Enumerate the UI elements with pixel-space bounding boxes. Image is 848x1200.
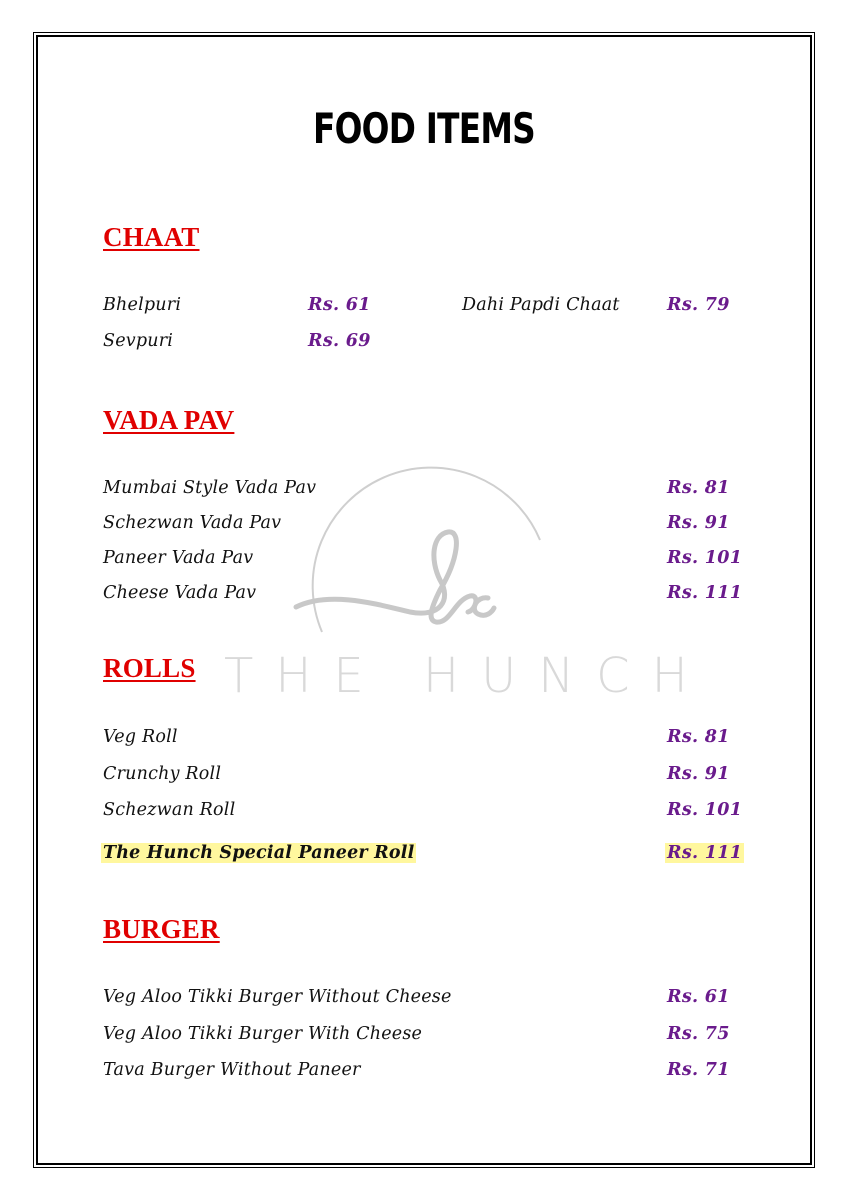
- menu-item-name: Cheese Vada Pav: [103, 583, 257, 603]
- menu-item-price: Rs. 61: [667, 987, 730, 1007]
- menu-item-name: Crunchy Roll: [103, 764, 222, 784]
- menu-item-price: Rs. 91: [667, 513, 730, 533]
- menu-item-name: Veg Roll: [103, 727, 178, 747]
- menu-item-price: Rs. 75: [667, 1024, 730, 1044]
- menu-item-name: Schezwan Roll: [103, 800, 236, 820]
- section-heading-burger: BURGER: [103, 914, 220, 944]
- menu-item-price: Rs. 79: [667, 295, 730, 315]
- menu-item-price: Rs. 69: [308, 331, 371, 351]
- menu-item-price: Rs. 61: [308, 295, 371, 315]
- section-heading-chaat: CHAAT: [103, 222, 200, 252]
- menu-item-name-highlighted: The Hunch Special Paneer Roll: [103, 843, 415, 863]
- menu-item-name: Schezwan Vada Pav: [103, 513, 282, 533]
- menu-item-price: Rs. 71: [667, 1060, 730, 1080]
- watermark-brand-text: THE HUNCH: [224, 648, 710, 704]
- menu-item-price: Rs. 101: [667, 800, 743, 820]
- menu-item-name: Veg Aloo Tikki Burger With Cheese: [103, 1024, 423, 1044]
- section-heading-vada-pav: VADA PAV: [103, 405, 235, 435]
- menu-item-name: Mumbai Style Vada Pav: [103, 478, 317, 498]
- page-title: FOOD ITEMS: [312, 104, 535, 153]
- menu-item-price: Rs. 81: [667, 478, 730, 498]
- menu-item-name: Veg Aloo Tikki Burger Without Cheese: [103, 987, 452, 1007]
- menu-item-price: Rs. 91: [667, 764, 730, 784]
- menu-item-name: Paneer Vada Pav: [103, 548, 254, 568]
- menu-item-name: Dahi Papdi Chaat: [462, 295, 620, 315]
- menu-item-name: Sevpuri: [103, 331, 174, 351]
- menu-item-price: Rs. 81: [667, 727, 730, 747]
- menu-item-price: Rs. 101: [667, 548, 743, 568]
- section-heading-rolls: ROLLS: [103, 653, 196, 683]
- menu-item-price-highlighted: Rs. 111: [667, 843, 743, 863]
- menu-item-name: Bhelpuri: [103, 295, 182, 315]
- menu-item-name: Tava Burger Without Paneer: [103, 1060, 361, 1080]
- menu-item-price: Rs. 111: [667, 583, 743, 603]
